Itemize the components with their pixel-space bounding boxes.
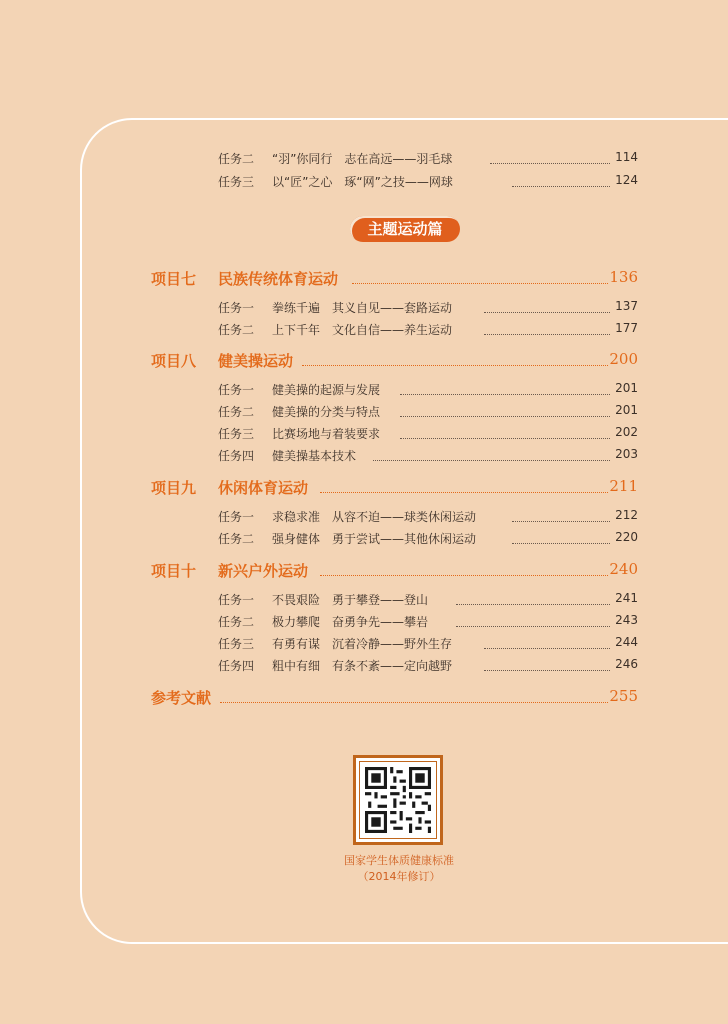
task-title: 求稳求准 从容不迫——球类休闲运动 xyxy=(272,510,477,524)
task-page: 177 xyxy=(615,321,638,335)
dot-leader xyxy=(512,521,610,522)
project-number: 项目十 xyxy=(151,562,197,580)
task-title: 比赛场地与着装要求 xyxy=(272,427,381,441)
task-page: 137 xyxy=(615,299,638,313)
task-page: 203 xyxy=(615,447,638,461)
task-page: 201 xyxy=(615,403,638,417)
task-page: 243 xyxy=(615,613,638,627)
qr-caption-title: 国家学生体质健康标准 xyxy=(344,854,454,867)
dot-leader xyxy=(490,163,610,164)
qr-caption-subtitle: （2014年修订） xyxy=(357,870,441,883)
project-number: 项目八 xyxy=(151,352,197,370)
task-title: 拳练千遍 其义自见——套路运动 xyxy=(272,301,453,315)
qr-code[interactable] xyxy=(353,755,443,845)
task-title: 健美操的起源与发展 xyxy=(272,383,381,397)
task-page: 220 xyxy=(615,530,638,544)
dot-leader xyxy=(400,394,610,395)
project-page: 136 xyxy=(609,268,638,286)
qr-code-icon xyxy=(365,767,431,833)
task-number: 任务一 xyxy=(218,510,255,524)
dot-leader xyxy=(484,648,610,649)
project-number: 项目七 xyxy=(151,270,197,288)
task-number: 任务三 xyxy=(218,427,255,441)
project-page: 240 xyxy=(609,560,638,578)
task-title: 上下千年 文化自信——养生运动 xyxy=(272,323,453,337)
references-page: 255 xyxy=(609,687,638,705)
task-page: 124 xyxy=(615,173,638,187)
task-number: 任务三 xyxy=(218,637,255,651)
task-page: 212 xyxy=(615,508,638,522)
project-page: 200 xyxy=(609,350,638,368)
task-number: 任务四 xyxy=(218,659,255,673)
dot-leader xyxy=(220,702,608,703)
dot-leader xyxy=(484,670,610,671)
dot-leader xyxy=(400,438,610,439)
task-title: 健美操基本技术 xyxy=(272,449,357,463)
task-number: 任务一 xyxy=(218,593,255,607)
project-title: 健美操运动 xyxy=(218,352,294,370)
task-title: 极力攀爬 奋勇争先——攀岩 xyxy=(272,615,429,629)
task-number: 任务二 xyxy=(218,615,255,629)
project-title: 民族传统体育运动 xyxy=(218,270,339,288)
task-page: 244 xyxy=(615,635,638,649)
dot-leader xyxy=(400,416,610,417)
task-number: 任务二 xyxy=(218,532,255,546)
dot-leader xyxy=(320,575,608,576)
dot-leader xyxy=(456,604,610,605)
task-page: 114 xyxy=(615,150,638,164)
task-title: “羽”你同行 志在高远——羽毛球 xyxy=(272,152,453,166)
dot-leader xyxy=(484,312,610,313)
dot-leader xyxy=(512,543,610,544)
project-title: 新兴户外运动 xyxy=(218,562,309,580)
dot-leader xyxy=(302,365,608,366)
task-number: 任务一 xyxy=(218,383,255,397)
task-number: 任务一 xyxy=(218,301,255,315)
dot-leader xyxy=(352,283,608,284)
task-title: 有勇有谋 沉着冷静——野外生存 xyxy=(272,637,453,651)
task-page: 202 xyxy=(615,425,638,439)
task-number: 任务二 xyxy=(218,323,255,337)
task-number: 任务三 xyxy=(218,175,255,189)
project-number: 项目九 xyxy=(151,479,197,497)
project-page: 211 xyxy=(609,477,638,495)
task-number: 任务二 xyxy=(218,405,255,419)
project-title: 休闲体育运动 xyxy=(218,479,309,497)
dot-leader xyxy=(320,492,608,493)
dot-leader xyxy=(484,334,610,335)
task-number: 任务二 xyxy=(218,152,255,166)
task-title: 强身健体 勇于尝试——其他休闲运动 xyxy=(272,532,477,546)
task-number: 任务四 xyxy=(218,449,255,463)
task-title: 不畏艰险 勇于攀登——登山 xyxy=(272,593,429,607)
task-title: 以“匠”之心 琢“网”之技——网球 xyxy=(272,175,453,189)
section-badge: 主题运动篇 xyxy=(350,216,460,242)
dot-leader xyxy=(456,626,610,627)
task-page: 201 xyxy=(615,381,638,395)
task-title: 健美操的分类与特点 xyxy=(272,405,381,419)
task-page: 246 xyxy=(615,657,638,671)
task-title: 粗中有细 有条不紊——定向越野 xyxy=(272,659,453,673)
references-title: 参考文献 xyxy=(151,689,212,707)
task-page: 241 xyxy=(615,591,638,605)
dot-leader xyxy=(512,186,610,187)
dot-leader xyxy=(373,460,610,461)
